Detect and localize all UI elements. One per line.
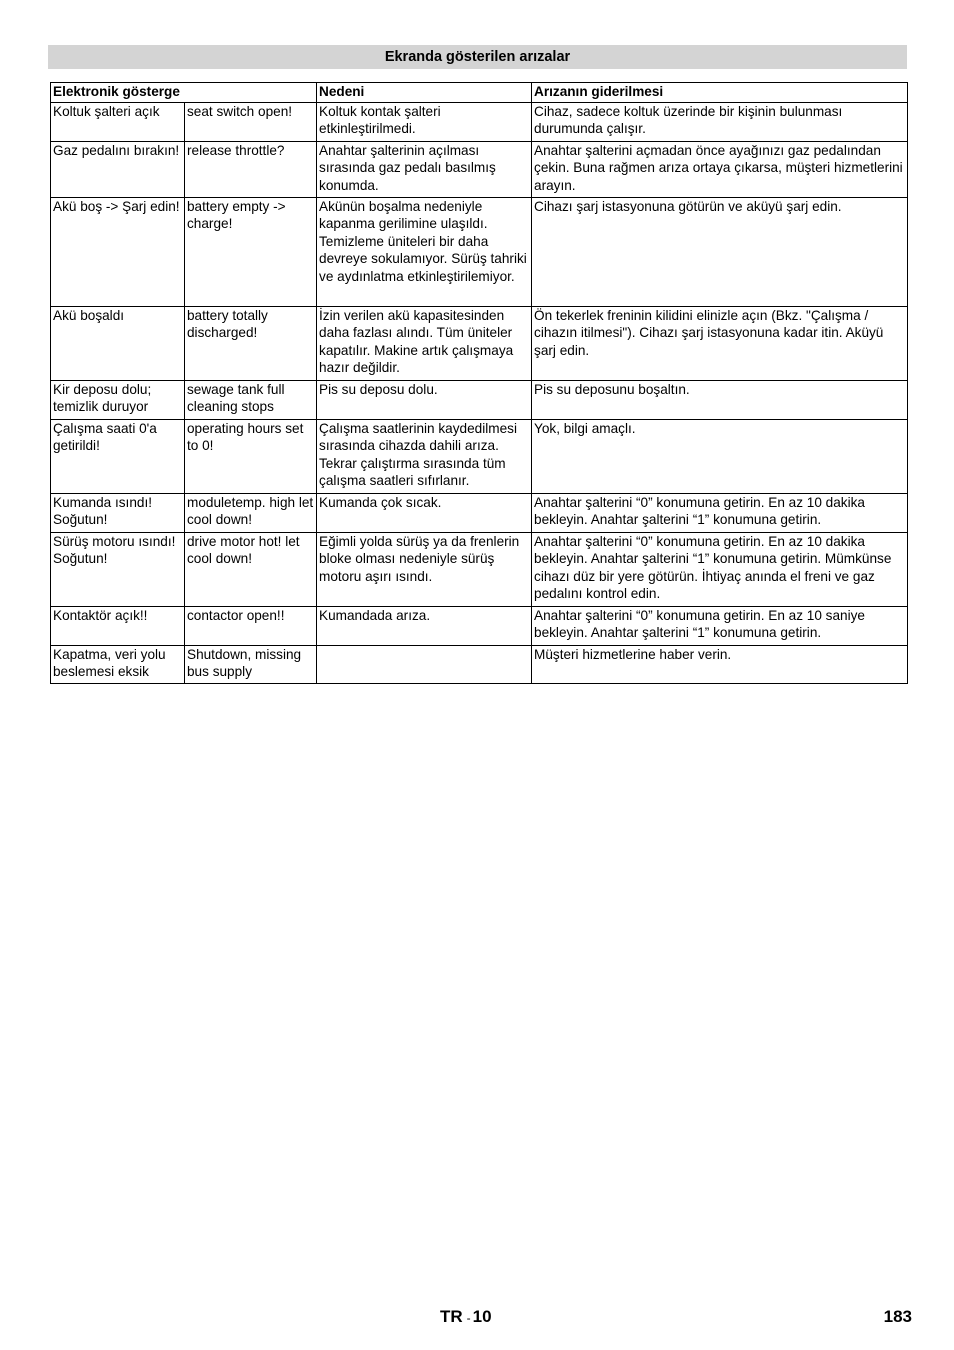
table-body: [51, 102, 908, 683]
footer-section-page: 10: [472, 1307, 492, 1326]
footer-section-code: [440, 1307, 492, 1327]
display-tr-cell: Akü boşaldı: [51, 306, 185, 380]
cause-cell: Kumandada arıza.: [317, 606, 532, 645]
display-en-cell: contactor open!!: [185, 606, 317, 645]
display-en-cell: battery totally discharged!: [185, 306, 317, 380]
cause-cell: Koltuk kontak şalteri etkinleştirilmedi.: [317, 102, 532, 141]
remedy-cell: Anahtar şalterini “0” konumuna getirin. En az 10 saniye bekleyin. Anahtar şalterini “1” konumuna getirin.: [532, 606, 908, 645]
display-en-cell: battery empty -> charge!: [185, 197, 317, 306]
cause-cell: Eğimli yolda sürüş ya da frenlerin bloke olması nedeniyle sürüş motoru aşırı ısındı.: [317, 532, 532, 606]
cause-cell: İzin verilen akü kapasitesinden daha fazlası alındı. Tüm üniteler kapatılır. Makine artık çalışmaya hazır değildir.: [317, 306, 532, 380]
header-remedy: Arızanın giderilmesi: [532, 83, 908, 103]
display-tr-cell: Kumanda ısındı! Soğutun!: [51, 493, 185, 532]
table-row: [51, 645, 908, 683]
remedy-cell: Anahtar şalterini “0” konumuna getirin. En az 10 dakika bekleyin. Anahtar şalterini “1” konumuna getirin. Mümkünse cihazı düz bir yere götürün. İhtiyaç anında el freni ve gaz pedalını kontrol edin.: [532, 532, 908, 606]
page-number: 183: [883, 1307, 912, 1326]
display-en-cell: Shutdown, missing bus supply: [185, 645, 317, 683]
table-row: [51, 606, 908, 645]
cause-cell: [317, 645, 532, 683]
cause-cell: Kumanda çok sıcak.: [317, 493, 532, 532]
remedy-cell: Anahtar şalterini “0” konumuna getirin. En az 10 dakika bekleyin. Anahtar şalterini “1” konumuna getirin.: [532, 493, 908, 532]
display-tr-cell: Kontaktör açık!!: [51, 606, 185, 645]
footer-dash: -: [466, 1311, 471, 1325]
table-row: [51, 532, 908, 606]
table-row: [51, 141, 908, 197]
remedy-cell: Anahtar şalterini açmadan önce ayağınızı gaz pedalından çekin. Buna rağmen arıza ortaya çıkarsa, müşteri hizmetlerini arayın.: [532, 141, 908, 197]
display-en-cell: moduletemp. high let cool down!: [185, 493, 317, 532]
display-en-cell: operating hours set to 0!: [185, 419, 317, 493]
display-tr-cell: Sürüş motoru ısındı! Soğutun!: [51, 532, 185, 606]
cause-cell: Pis su deposu dolu.: [317, 380, 532, 419]
remedy-cell: Ön tekerlek freninin kilidini elinizle açın (Bkz. "Çalışma / cihazın itilmesi"). Cihazı şarj istasyonuna kadar itin. Aküyü şarj edin.: [532, 306, 908, 380]
display-tr-cell: Kir deposu dolu; temizlik duruyor: [51, 380, 185, 419]
table-row: [51, 306, 908, 380]
cause-cell: Anahtar şalterinin açılması sırasında gaz pedalı basılmış konumda.: [317, 141, 532, 197]
fault-table: [50, 82, 908, 684]
table-row: [51, 493, 908, 532]
remedy-cell: Pis su deposunu boşaltın.: [532, 380, 908, 419]
table-row: [51, 419, 908, 493]
display-tr-cell: Koltuk şalteri açık: [51, 102, 185, 141]
display-tr-cell: Gaz pedalını bırakın!: [51, 141, 185, 197]
remedy-cell: Cihazı şarj istasyonuna götürün ve aküyü şarj edin.: [532, 197, 908, 306]
footer-lang: TR: [440, 1307, 463, 1326]
remedy-cell: Yok, bilgi amaçlı.: [532, 419, 908, 493]
display-en-cell: seat switch open!: [185, 102, 317, 141]
table-row: [51, 102, 908, 141]
display-en-cell: drive motor hot! let cool down!: [185, 532, 317, 606]
remedy-cell: Cihaz, sadece koltuk üzerinde bir kişinin bulunması durumunda çalışır.: [532, 102, 908, 141]
table-row: [51, 380, 908, 419]
display-en-cell: sewage tank full cleaning stops: [185, 380, 317, 419]
section-title: Ekranda gösterilen arızalar: [48, 45, 907, 69]
display-en-cell: release throttle?: [185, 141, 317, 197]
table-header-row: [51, 83, 908, 103]
remedy-cell: Müşteri hizmetlerine haber verin.: [532, 645, 908, 683]
table-row: [51, 197, 908, 306]
cause-cell: Çalışma saatlerinin kaydedilmesi sırasında cihazda dahili arıza. Tekrar çalıştırma sırasında tüm çalışma saatleri sıfırlanır.: [317, 419, 532, 493]
display-tr-cell: Kapatma, veri yolu beslemesi eksik: [51, 645, 185, 683]
header-cause: Nedeni: [317, 83, 532, 103]
header-display: Elektronik gösterge: [51, 83, 317, 103]
cause-cell: Akünün boşalma nedeniyle kapanma gerilimine ulaşıldı. Temizleme üniteleri bir daha devreye sokulamıyor. Sürüş tahriki ve aydınlatma etkinleştirilemiyor.: [317, 197, 532, 306]
display-tr-cell: Akü boş -> Şarj edin!: [51, 197, 185, 306]
display-tr-cell: Çalışma saati 0'a getirildi!: [51, 419, 185, 493]
